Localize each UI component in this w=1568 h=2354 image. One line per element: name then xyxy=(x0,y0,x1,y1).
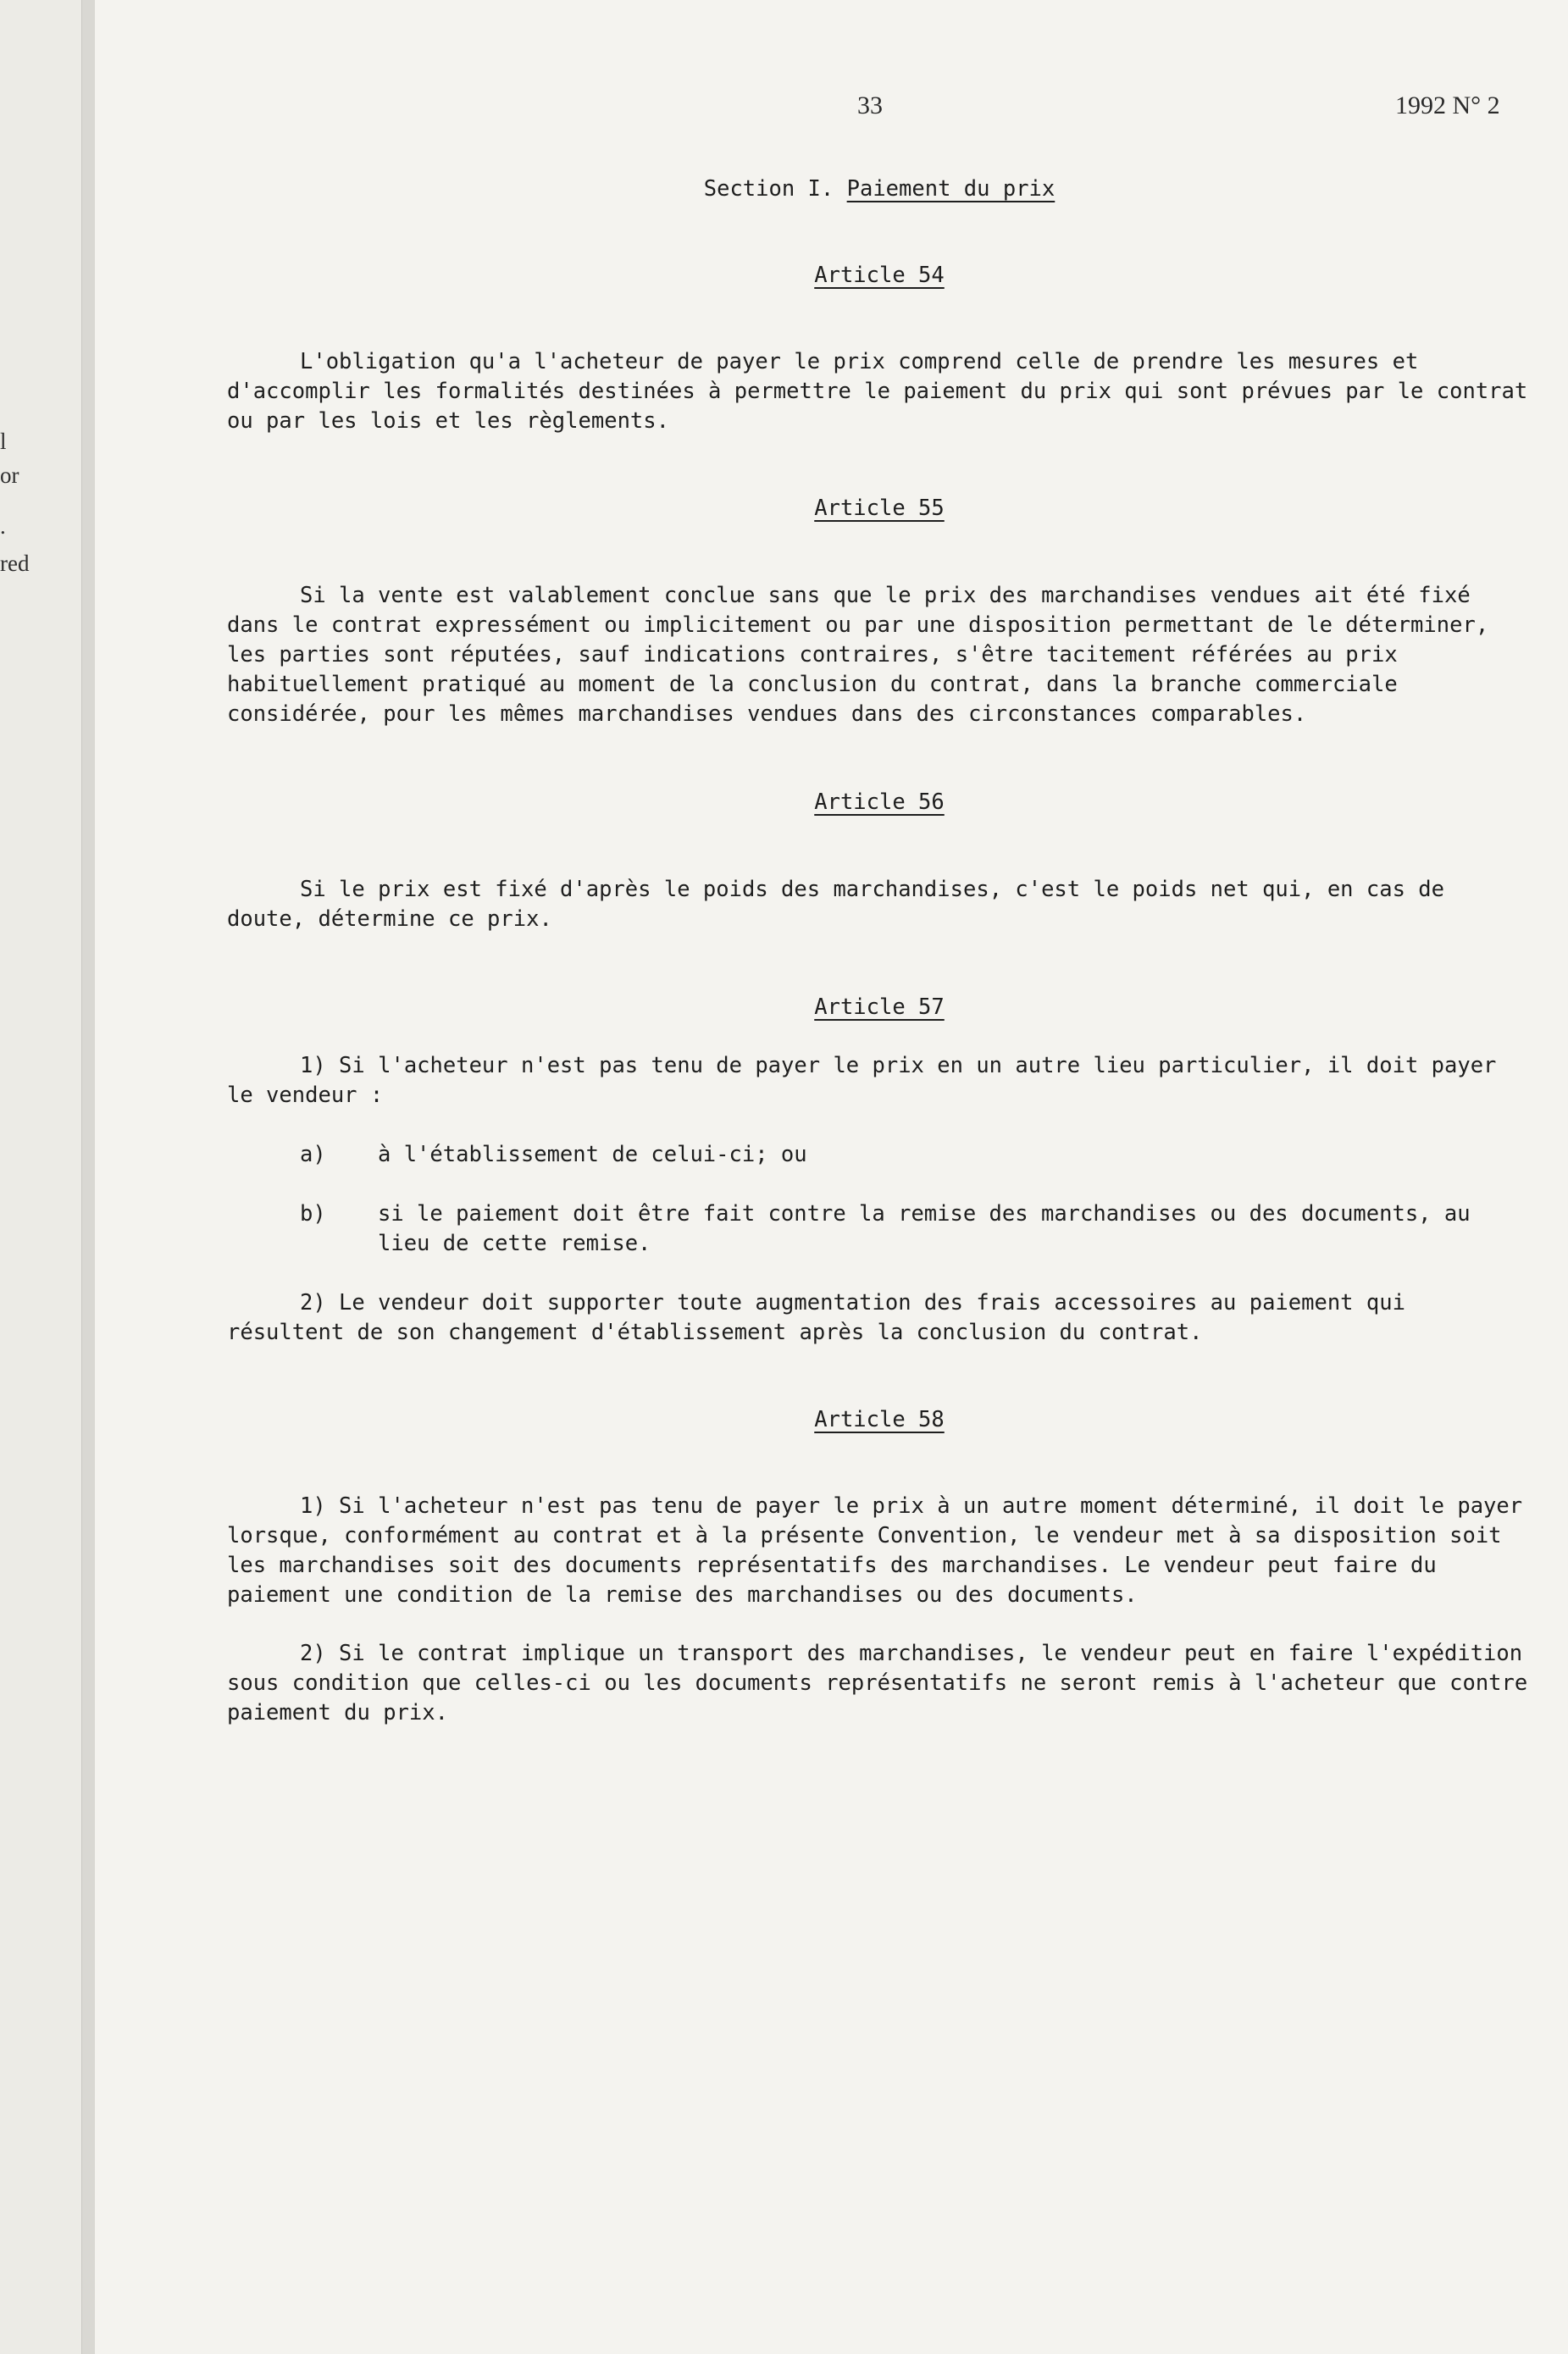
article-57-item-b xyxy=(227,1199,1532,1259)
article-58-para-2: 2) Si le contrat implique un transport des marchandises, le vendeur peut en faire l'expédition sous condition que celles-ci ou les documents représentatifs ne seront remis à l'acheteur que contre paiement du prix. xyxy=(227,1641,1528,1725)
article-56-heading xyxy=(227,788,1532,817)
prev-page-fragment: . xyxy=(0,513,6,539)
article-54-heading xyxy=(227,261,1532,291)
item-a-text: à l'établissement de celui-ci; ou xyxy=(378,1142,807,1167)
prev-page-fragment: red xyxy=(0,551,30,576)
article-57-title: Article 57 xyxy=(814,994,945,1020)
article-55-heading xyxy=(227,494,1532,523)
article-58-heading xyxy=(227,1405,1532,1435)
section-label: Section I. xyxy=(703,176,834,202)
gazette-reference: 1992 N° 2 xyxy=(1395,91,1500,119)
article-56-title: Article 56 xyxy=(814,789,945,815)
section-title: Paiement du prix xyxy=(846,176,1055,202)
item-a-label: a) xyxy=(300,1142,326,1167)
article-56-text: Si le prix est fixé d'après le poids des marchandises, c'est le poids net qui, en cas de doute, détermine ce prix. xyxy=(227,877,1445,932)
article-57-heading xyxy=(227,993,1532,1022)
prev-page-fragment: or xyxy=(0,462,19,488)
document-body xyxy=(227,174,1532,1728)
prev-page-fragment: l xyxy=(0,429,7,454)
article-55-text: Si la vente est valablement conclue sans que le prix des marchandises vendues ait été fixé dans le contrat expressément ou implicitement ou par une disposition permettant de le déterminer, les parties sont réputées, sauf indications contraires, s'être tacitement référées au prix habituellement pratiqué au moment de la conclusion du contrat, dans la branche commerciale considérée, pour les mêmes marchandises vendues dans des circonstances comparables. xyxy=(227,583,1489,727)
document-page xyxy=(95,0,1568,2354)
item-b-label: b) xyxy=(300,1201,326,1227)
article-57-para-1: 1) Si l'acheteur n'est pas tenu de payer le prix en un autre lieu particulier, il doit payer le vendeur : xyxy=(227,1053,1497,1108)
article-58-para-1: 1) Si l'acheteur n'est pas tenu de payer le prix à un autre moment déterminé, il doit le payer lorsque, conformément au contrat et à la présente Convention, le vendeur met à sa disposition soit les marchandises soit des documents représentatifs des marchandises. Le vendeur peut faire du paiement une condition de la remise des marchandises ou des documents. xyxy=(227,1493,1523,1608)
article-54-text: L'obligation qu'a l'acheteur de payer le prix comprend celle de prendre les mesures et d'accomplir les formalités destinées à permettre le paiement du prix qui sont prévues par le contrat ou par les lois et les règlements. xyxy=(227,349,1528,434)
article-58-title: Article 58 xyxy=(814,1407,945,1432)
previous-page-edge xyxy=(0,0,82,2354)
section-heading xyxy=(227,174,1532,204)
article-57-item-a xyxy=(227,1140,1532,1170)
item-b-text: si le paiement doit être fait contre la remise des marchandises ou des documents, au lieu de cette remise. xyxy=(378,1201,1471,1256)
article-54-title: Article 54 xyxy=(814,263,945,288)
article-57-para-2: 2) Le vendeur doit supporter toute augmentation des frais accessoires au paiement qui résultent de son changement d'établissement après la conclusion du contrat. xyxy=(227,1290,1405,1345)
article-55-title: Article 55 xyxy=(814,496,945,521)
page-number: 33 xyxy=(857,91,883,119)
